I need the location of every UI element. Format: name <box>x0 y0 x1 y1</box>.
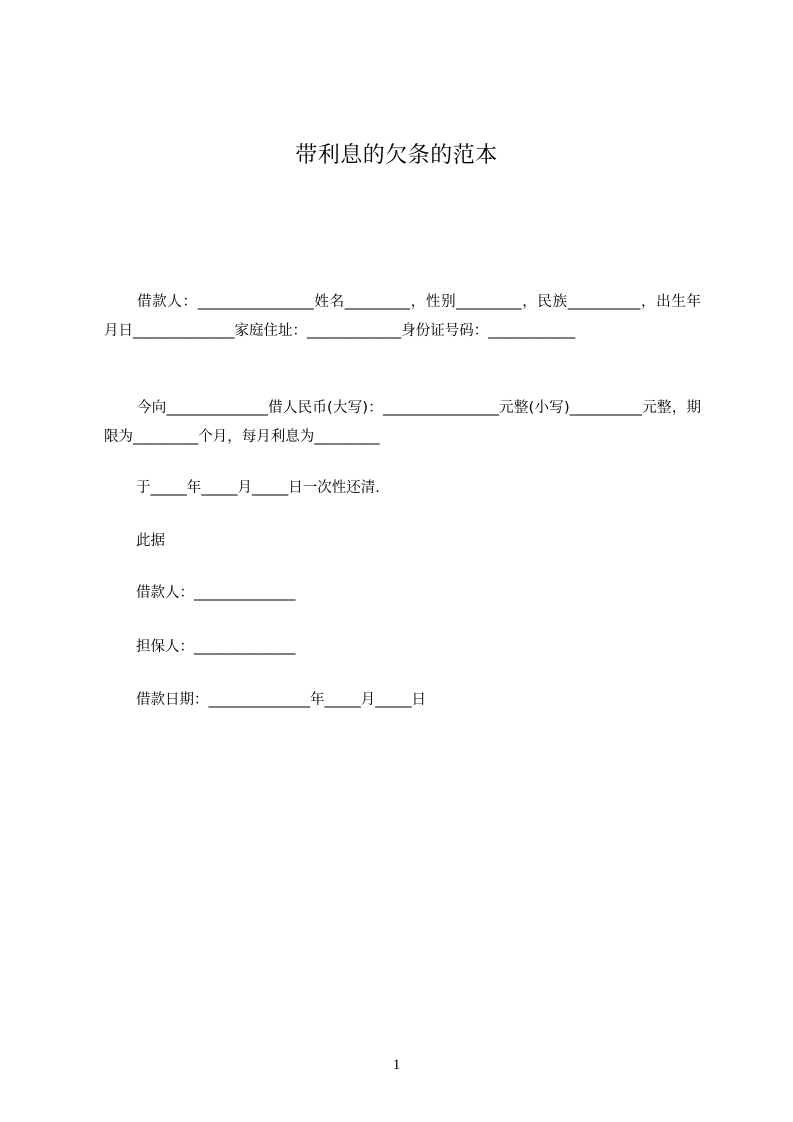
document-title: 带利息的欠条的范本 <box>295 143 498 168</box>
guarantor-signature-line: 担保人：______________ <box>136 639 296 655</box>
page-number: 1 <box>392 1057 401 1073</box>
borrower-signature-line: 借款人：______________ <box>136 585 296 601</box>
repayment-date-line: 于_____年_____月_____日一次性还清. <box>136 480 380 496</box>
evidence-statement: 此据 <box>136 533 165 549</box>
borrower-info-paragraph: 借款人：________________姓名_________，性别_________，民族__________，出生年月日______________家庭住址：_____________身份证号码：____________ <box>104 294 701 339</box>
loan-date-line: 借款日期：______________年_____月_____日 <box>136 692 426 708</box>
loan-terms-paragraph: 今向______________借人民币(大写)：________________元整(小写)__________元整，期限为_________个月，每月利息为_________ <box>104 400 701 445</box>
